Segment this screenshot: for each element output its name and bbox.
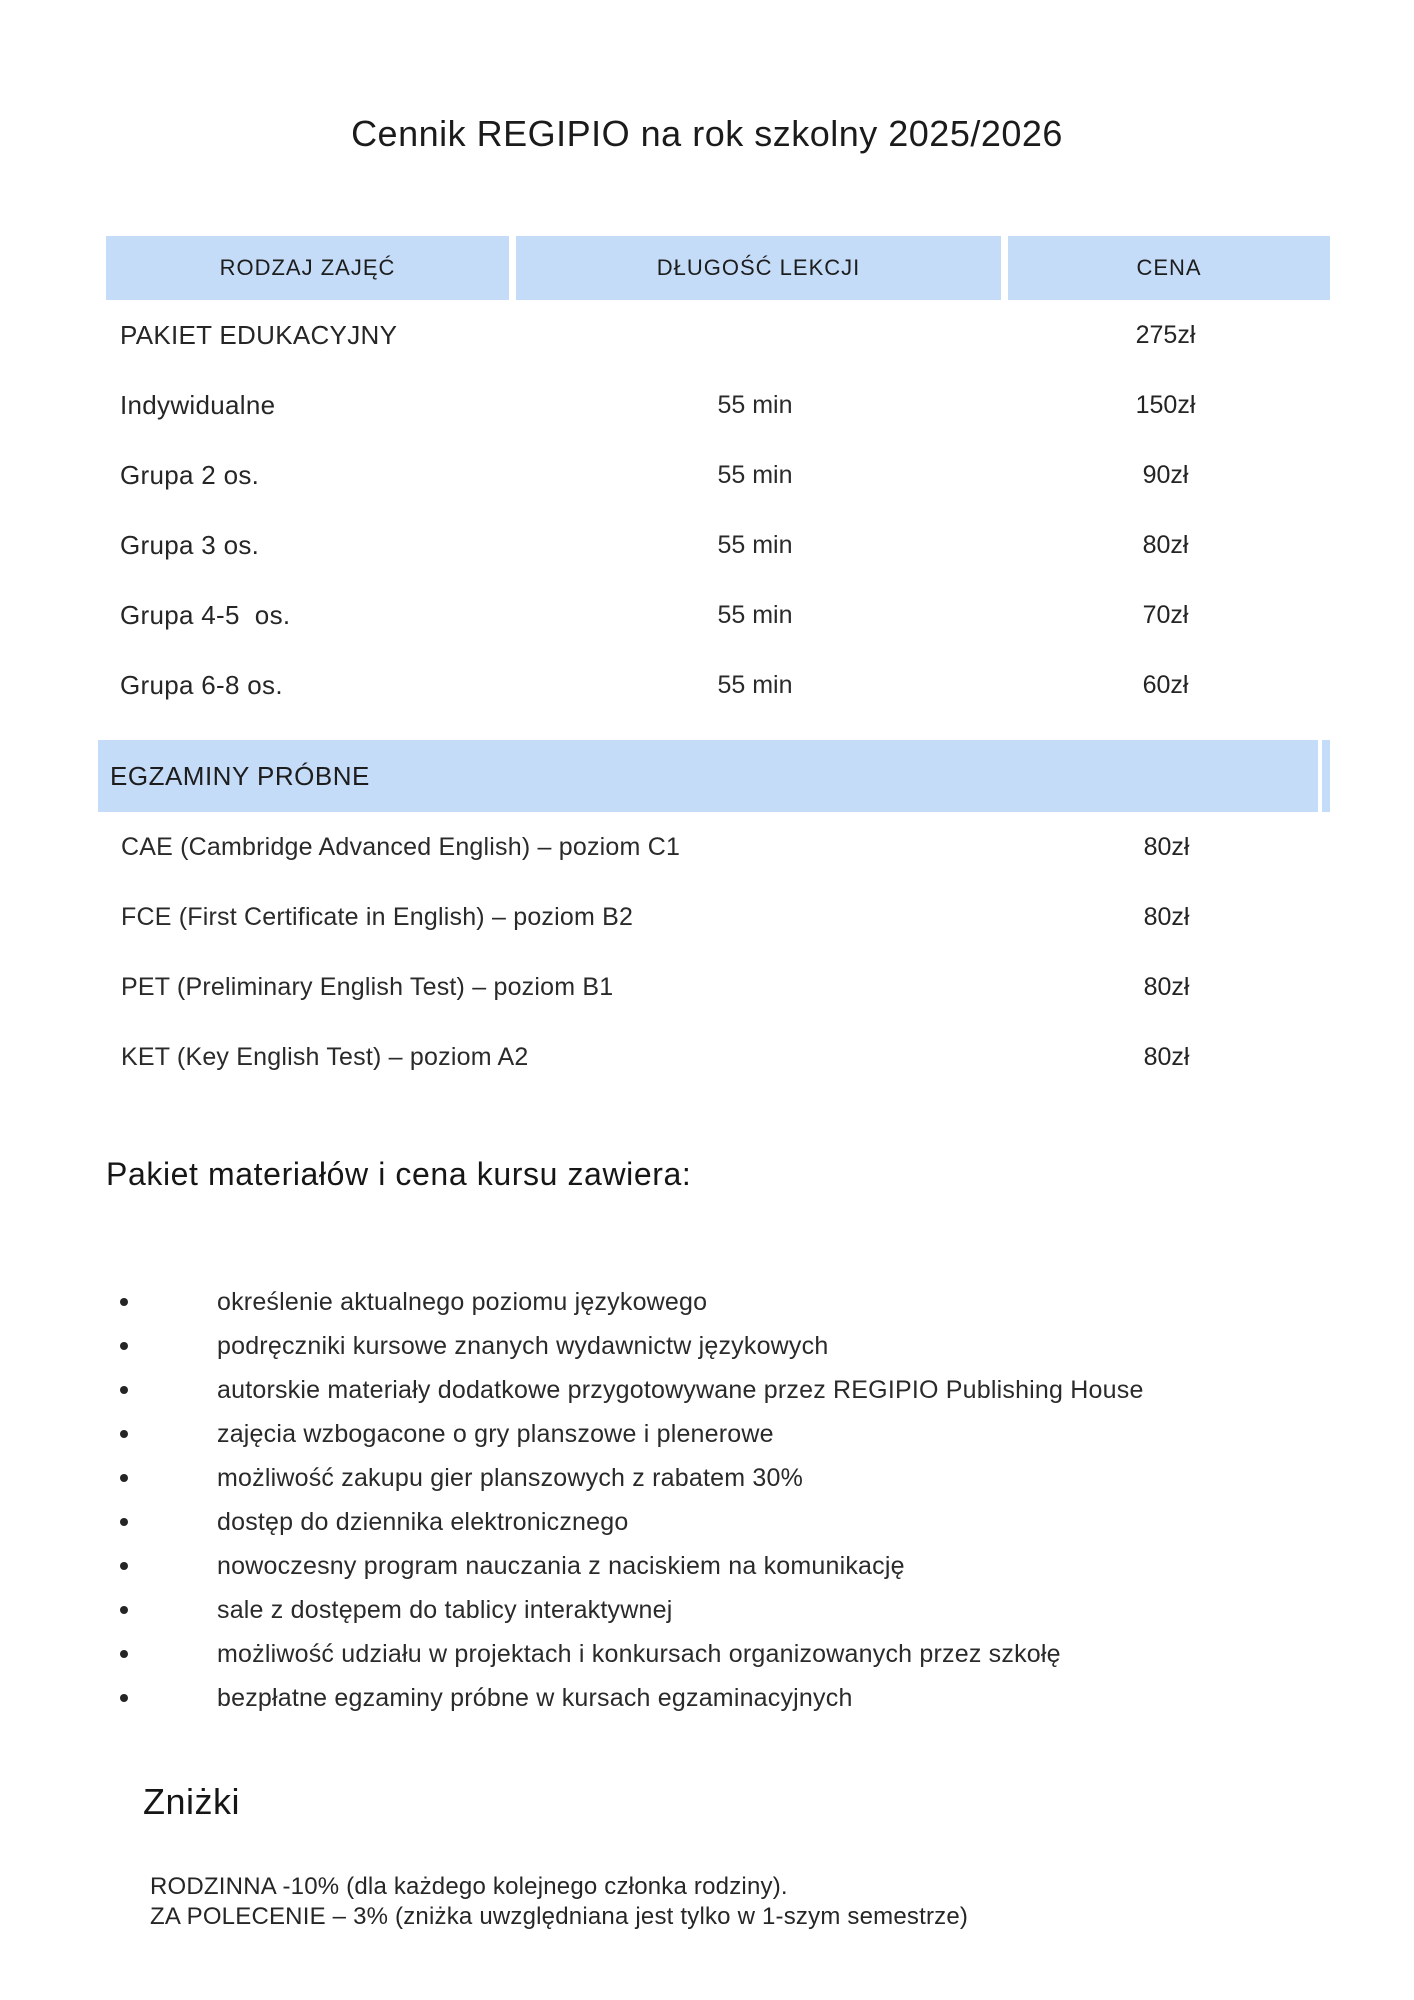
- list-item: [0, 1412, 1414, 1456]
- package-section-heading: Pakiet materiałów i cena kursu zawiera:: [106, 1156, 692, 1192]
- row-duration: 55 min: [717, 530, 793, 559]
- exam-label: FCE (First Certificate in English) – poziom B2: [121, 902, 634, 931]
- exams-section: [98, 740, 1330, 1092]
- discounts-text: [150, 1872, 1414, 1932]
- bullet-dot-icon: [120, 1518, 128, 1526]
- exam-row: [98, 1022, 1330, 1092]
- row-duration: 55 min: [717, 600, 793, 629]
- row-price: 150zł: [1135, 390, 1196, 419]
- table-row: [106, 440, 1330, 510]
- list-item-text: możliwość udziału w projektach i konkursach organizowanych przez szkołę: [217, 1639, 1061, 1668]
- bullet-dot-icon: [120, 1342, 128, 1350]
- list-item: [0, 1544, 1414, 1588]
- row-label: PAKIET EDUKACYJNY: [120, 319, 398, 350]
- exam-row: [98, 952, 1330, 1022]
- exam-label: PET (Preliminary English Test) – poziom B1: [121, 972, 614, 1001]
- price-table-header-row: [106, 236, 1330, 300]
- list-item: [0, 1324, 1414, 1368]
- discount-line-referral: ZA POLECENIE – 3% (zniżka uwzględniana jest tylko w 1-szym semestrze): [150, 1903, 969, 1930]
- bullet-dot-icon: [120, 1298, 128, 1306]
- list-item: [0, 1500, 1414, 1544]
- exam-price: 80zł: [1143, 1042, 1190, 1071]
- bullet-dot-icon: [120, 1430, 128, 1438]
- row-price: 70zł: [1142, 600, 1189, 629]
- list-item-text: bezpłatne egzaminy próbne w kursach egzaminacyjnych: [217, 1683, 853, 1712]
- bullet-dot-icon: [120, 1562, 128, 1570]
- bullet-dot-icon: [120, 1474, 128, 1482]
- header-cell-dlugosc-lekcji: DŁUGOŚĆ LEKCJI: [509, 236, 1001, 300]
- discounts-section-heading: Zniżki: [143, 1781, 241, 1822]
- list-item-text: możliwość zakupu gier planszowych z rabatem 30%: [217, 1463, 804, 1492]
- row-label: Grupa 2 os.: [120, 459, 260, 490]
- table-row: [106, 300, 1330, 370]
- list-item: [0, 1676, 1414, 1720]
- exam-price: 80zł: [1143, 902, 1190, 931]
- row-price: 90zł: [1142, 460, 1189, 489]
- list-item: [0, 1632, 1414, 1676]
- package-bullet-list: [0, 1280, 1414, 1720]
- list-item: [0, 1280, 1414, 1324]
- exams-section-header-band: [98, 740, 1330, 812]
- bullet-dot-icon: [120, 1386, 128, 1394]
- exam-label: CAE (Cambridge Advanced English) – poziom C1: [121, 832, 681, 861]
- table-row: [106, 370, 1330, 440]
- exam-row: [98, 882, 1330, 952]
- table-row: [106, 580, 1330, 650]
- bullet-dot-icon: [120, 1650, 128, 1658]
- table-row: [106, 650, 1330, 720]
- list-item-text: nowoczesny program nauczania z naciskiem na komunikację: [217, 1551, 905, 1580]
- row-price: 80zł: [1142, 530, 1189, 559]
- list-item-text: sale z dostępem do tablicy interaktywnej: [217, 1595, 673, 1624]
- list-item-text: zajęcia wzbogacone o gry planszowe i plenerowe: [217, 1419, 774, 1448]
- exams-header-sliver: [1322, 740, 1330, 812]
- bullet-dot-icon: [120, 1694, 128, 1702]
- list-item: [0, 1456, 1414, 1500]
- list-item: [0, 1368, 1414, 1412]
- discount-line-family: RODZINNA -10% (dla każdego kolejnego członka rodziny).: [150, 1873, 788, 1900]
- document-title: Cennik REGIPIO na rok szkolny 2025/2026: [351, 113, 1063, 154]
- list-item-text: podręczniki kursowe znanych wydawnictw językowych: [217, 1331, 829, 1360]
- row-label: Grupa 4-5 os.: [120, 599, 291, 630]
- list-item-text: dostęp do dziennika elektronicznego: [217, 1507, 629, 1536]
- row-duration: 55 min: [717, 460, 793, 489]
- exam-price: 80zł: [1143, 972, 1190, 1001]
- row-duration: 55 min: [717, 390, 793, 419]
- price-table: [106, 236, 1330, 720]
- exam-row: [98, 812, 1330, 882]
- table-row: [106, 510, 1330, 580]
- list-item-text: określenie aktualnego poziomu językowego: [217, 1287, 708, 1316]
- exam-label: KET (Key English Test) – poziom A2: [121, 1042, 529, 1071]
- row-label: Grupa 6-8 os.: [120, 669, 283, 700]
- list-item: [0, 1588, 1414, 1632]
- bullet-dot-icon: [120, 1606, 128, 1614]
- exam-price: 80zł: [1143, 832, 1190, 861]
- header-cell-rodzaj-zajec: RODZAJ ZAJĘĆ: [106, 236, 509, 300]
- row-price: 275zł: [1135, 320, 1196, 349]
- row-label: Grupa 3 os.: [120, 529, 260, 560]
- row-price: 60zł: [1142, 670, 1189, 699]
- exams-section-header: EGZAMINY PRÓBNE: [98, 740, 1318, 812]
- row-label: Indywidualne: [120, 389, 276, 420]
- list-item-text: autorskie materiały dodatkowe przygotowywane przez REGIPIO Publishing House: [217, 1375, 1144, 1404]
- row-duration: 55 min: [717, 670, 793, 699]
- header-cell-cena: CENA: [1001, 236, 1330, 300]
